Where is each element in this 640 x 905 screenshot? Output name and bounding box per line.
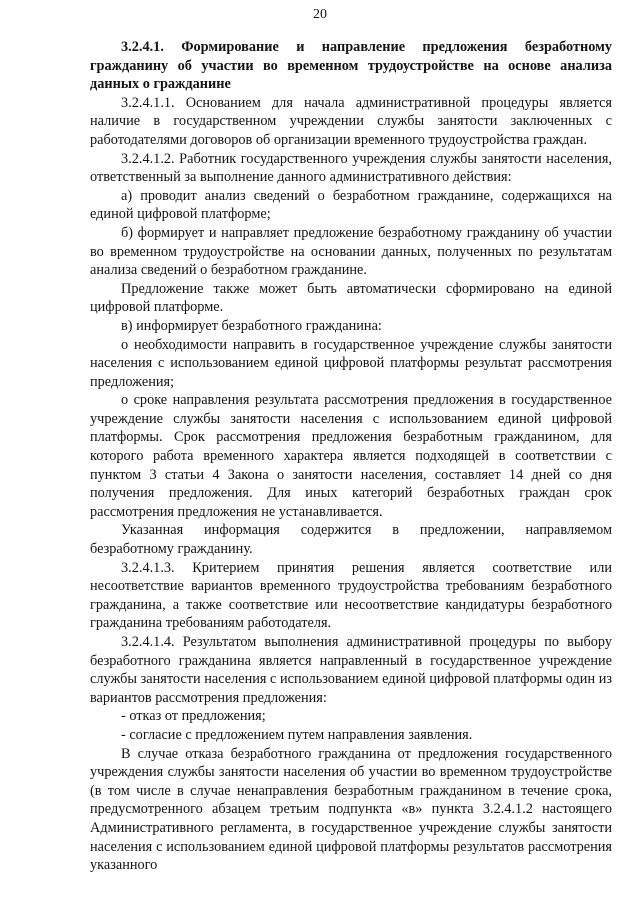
paragraph: Предложение также может быть автоматически сформировано на единой цифровой платформе. bbox=[90, 280, 612, 316]
list-item: а) проводит анализ сведений о безработном гражданине, содержащихся на единой цифровой платформе; bbox=[90, 187, 612, 223]
list-item: - отказ от предложения; bbox=[121, 708, 266, 725]
paragraph: о сроке направления результата рассмотрения предложения в государственное учреждение службы занятости населения с использованием единой цифровой платформы. Срок рассмотрения предложения безработным гражданином, для которого работа временного характера является подходящей в соответствии с пунктом 3 статьи 4 Закона о занятости населения, составляет 14 дней со дня получения предложения. Для иных категорий безработных граждан срок рассмотрения предложения не устанавливается. bbox=[90, 392, 612, 520]
list-item: в) информирует безработного гражданина: bbox=[121, 317, 382, 334]
paragraph: 3.2.4.1.4. Результатом выполнения административной процедуры по выбору безработного гражданина является направленный в государственное учреждение службы занятости населения с использованием единой цифровой платформы один из вариантов рассмотрения предложения: bbox=[90, 634, 612, 706]
list-item: - согласие с предложением путем направления заявления. bbox=[121, 726, 473, 743]
list-item: б) формирует и направляет предложение безработному гражданину об участии во временном трудоустройстве на основании данных, полученных по результатам анализа сведений о безработном гражданине. bbox=[90, 224, 612, 279]
paragraph: о необходимости направить в государственное учреждение службы занятости населения с использованием единой цифровой платформы результат рассмотрения предложения; bbox=[90, 336, 612, 390]
paragraph: 3.2.4.1.2. Работник государственного учреждения службы занятости населения, ответственный за выполнение данного административного действия: bbox=[90, 150, 612, 186]
paragraph: Указанная информация содержится в предложении, направляемом безработному гражданину. bbox=[90, 522, 612, 558]
paragraph: 3.2.4.1.1. Основанием для начала административной процедуры является наличие в государственном учреждении службы занятости заключенных с работодателями договоров об организации временного трудоустройства граждан. bbox=[90, 94, 612, 148]
paragraph: В случае отказа безработного гражданина от предложения государственного учреждения службы занятости населения об участии во временном трудоустройстве (в том числе в случае ненаправления безработным гражданином в течение срока, предусмотренного абзацем третьим подпункта «в» пункта 3.2.4.1.2 настоящего Административного регламента, в государственное учреждение службы занятости населения с использованием единой цифровой платформы результатов рассмотрения указанного bbox=[90, 745, 612, 874]
document-body bbox=[90, 38, 612, 875]
page-number: 20 bbox=[313, 7, 327, 22]
section-heading: 3.2.4.1. Формирование и направление предложения безработному гражданину об участии во временном трудоустройстве на основе анализа данных о гражданине bbox=[90, 39, 612, 93]
paragraph: 3.2.4.1.3. Критерием принятия решения является соответствие или несоответствие вариантов временного трудоустройства требованиям безработного гражданина, а также соответствие или несоответствие кандидатуры безработного гражданина требованиям работодателя. bbox=[90, 559, 612, 632]
